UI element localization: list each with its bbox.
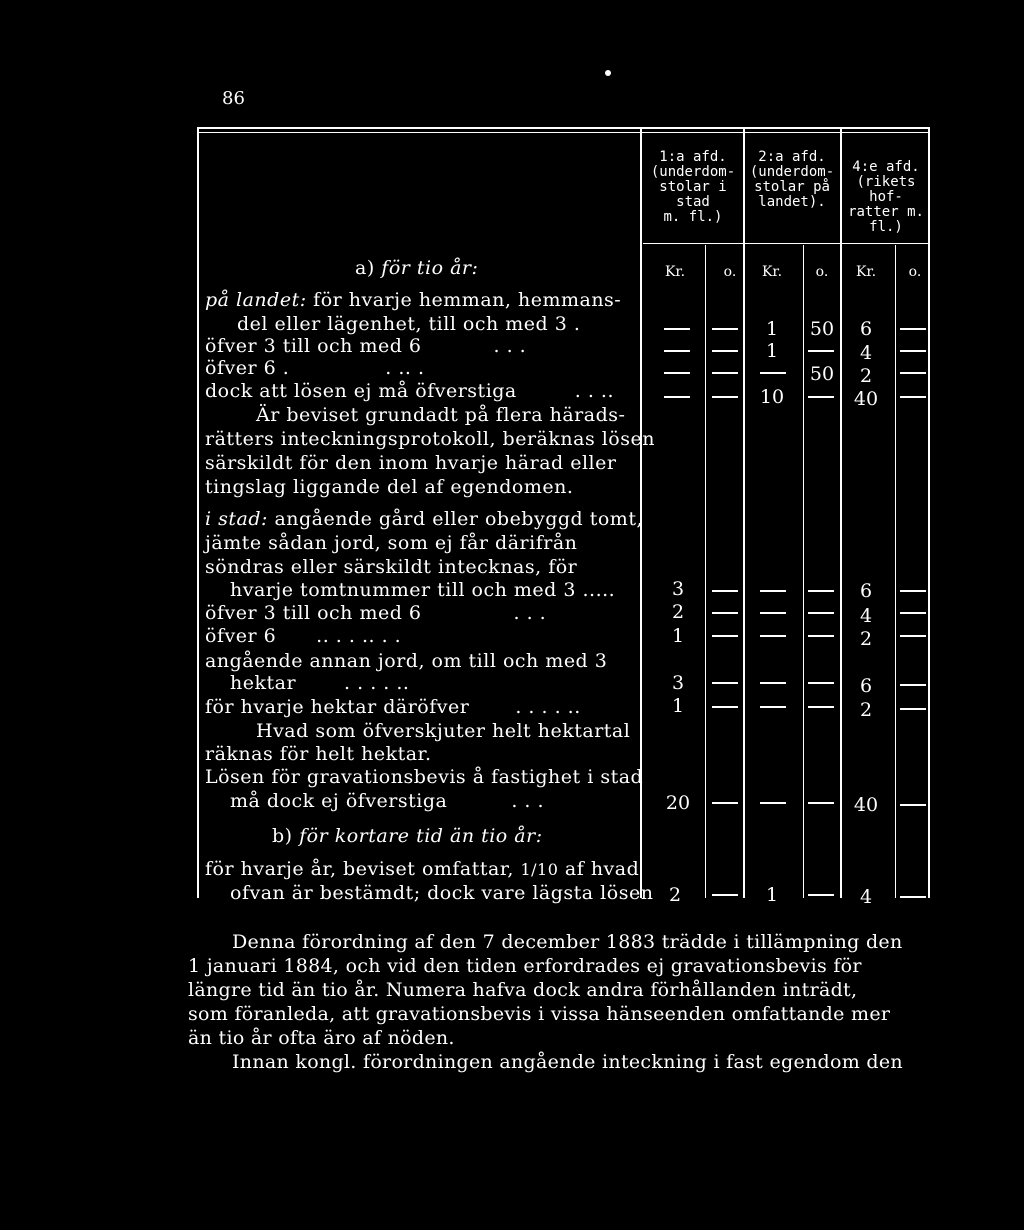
ore-unit-2: o.: [815, 264, 829, 280]
s3-c1kr: 1: [671, 625, 685, 647]
ore3-border: [895, 245, 896, 898]
ore2-border: [803, 245, 804, 898]
hvad-line1: Hvad som öfverskjuter helt hektartal: [256, 720, 631, 742]
r3-c2o: 50: [809, 363, 835, 385]
b-c2kr: 1: [765, 884, 779, 906]
losen-line1: Lösen för gravationsbevis å fastighet i stad: [205, 766, 644, 788]
b-c3kr: 4: [859, 886, 873, 908]
s3-c3kr: 2: [859, 628, 873, 650]
ore1-border: [705, 245, 706, 898]
header-bottom-rule: [643, 243, 930, 244]
stad-ofver3-line: öfver 3 till och med 6 . . .: [205, 602, 547, 624]
s5-c3kr: 2: [859, 699, 873, 721]
r2-c3kr: 4: [859, 342, 873, 364]
s5-c1kr: 1: [671, 695, 685, 717]
section-b-line1: för hvarje år, beviset omfattar, 1/10 af hvad: [205, 858, 640, 880]
col2-border: [840, 128, 842, 898]
stad-line2: jämte sådan jord, som ej får därifrån: [205, 532, 578, 554]
ar-line2: rätters inteckningsprotokoll, beräknas lösen: [205, 428, 655, 450]
landet-line2: del eller lägenhet, till och med 3 .: [237, 313, 581, 335]
footer-paragraph-1: Denna förordning af den 7 december 1883 trädde i tillämpning den 1 januari 1884, och vid den tiden erfordrades ej gravationsbevis för längre tid än tio år. Numera hafva dock andra förhållanden inträdt, som föranleda, att gravationsbevis i vissa hänseenden omfattande mer än tio år ofta äro af nöden.: [188, 931, 903, 1049]
left-border: [197, 128, 199, 898]
s6-c3kr: 40: [853, 794, 879, 816]
hvad-line2: räknas för helt hektar.: [205, 743, 432, 765]
s1-c1kr: 3: [671, 578, 685, 600]
s6-c1kr: 20: [665, 792, 691, 814]
ore-unit-3: o.: [908, 264, 922, 280]
losen-line2: må dock ej öfverstiga . . .: [230, 790, 545, 812]
ink-dot: [605, 70, 611, 76]
ofver6-line: öfver 6 . . .. .: [205, 357, 425, 379]
annan-line1: angående annan jord, om till och med 3: [205, 650, 608, 672]
stad-line1: i stad: angående gård eller obebyggd tomt,: [205, 508, 644, 530]
section-a-heading: a) för tio år:: [355, 257, 479, 279]
stad-line3: söndras eller särskildt intecknas, för: [205, 556, 578, 578]
page-number: 86: [222, 88, 245, 109]
section-b-line2: ofvan är bestämdt; dock vare lägsta lösen: [230, 882, 654, 904]
r1-c3kr: 6: [859, 318, 873, 340]
kr-unit-2: Kr.: [761, 264, 783, 280]
kr-unit-3: Kr.: [855, 264, 877, 280]
top-rule-2: [197, 132, 930, 133]
b-c1kr: 2: [668, 884, 682, 906]
ar-line1: Är beviset grundadt på flera härads-: [256, 404, 626, 426]
ar-line3: särskildt för den inom hvarje härad eller: [205, 452, 617, 474]
ar-line4: tingslag liggande del af egendomen.: [205, 476, 574, 498]
top-rule: [197, 127, 930, 129]
r1-c2o: 50: [809, 318, 835, 340]
stad-ofver6-line: öfver 6 .. . . .. . .: [205, 625, 402, 647]
r1-c2kr: 1: [765, 318, 779, 340]
kr-unit-1: Kr.: [664, 264, 686, 280]
hektar-line: för hvarje hektar däröfver . . . . ..: [205, 696, 581, 718]
col1-border: [743, 128, 745, 898]
stad-line4: hvarje tomtnummer till och med 3 .....: [230, 579, 616, 601]
r3-c3kr: 2: [859, 365, 873, 387]
col3-header: 4:e afd. (rikets hof- ratter m. fl.): [848, 159, 924, 235]
col1-header: 1:a afd. (underdom- stolar i stad m. fl.): [650, 149, 736, 225]
s2-c1kr: 2: [671, 601, 685, 623]
ore-unit-1: o.: [723, 264, 737, 280]
r4-c3kr: 40: [853, 388, 879, 410]
s2-c3kr: 4: [859, 605, 873, 627]
col2-header: 2:a afd. (underdom- stolar på landet).: [749, 149, 835, 210]
annan-line2: hektar . . . . ..: [230, 672, 410, 694]
landet-line1: på landet: för hvarje hemman, hemmans-: [205, 289, 622, 311]
section-b-heading: b) för kortare tid än tio år:: [272, 825, 543, 847]
r4-c2kr: 10: [759, 386, 785, 408]
footer-paragraph-2: Innan kongl. förordningen angående inteckning i fast egendom den: [232, 1051, 903, 1073]
s1-c3kr: 6: [859, 580, 873, 602]
s4-c1kr: 3: [671, 672, 685, 694]
right-border: [928, 128, 930, 898]
dock-line: dock att lösen ej må öfverstiga . . ..: [205, 380, 615, 402]
r2-c2kr: 1: [765, 340, 779, 362]
ofver3-line: öfver 3 till och med 6 . . .: [205, 335, 527, 357]
s4-c3kr: 6: [859, 675, 873, 697]
